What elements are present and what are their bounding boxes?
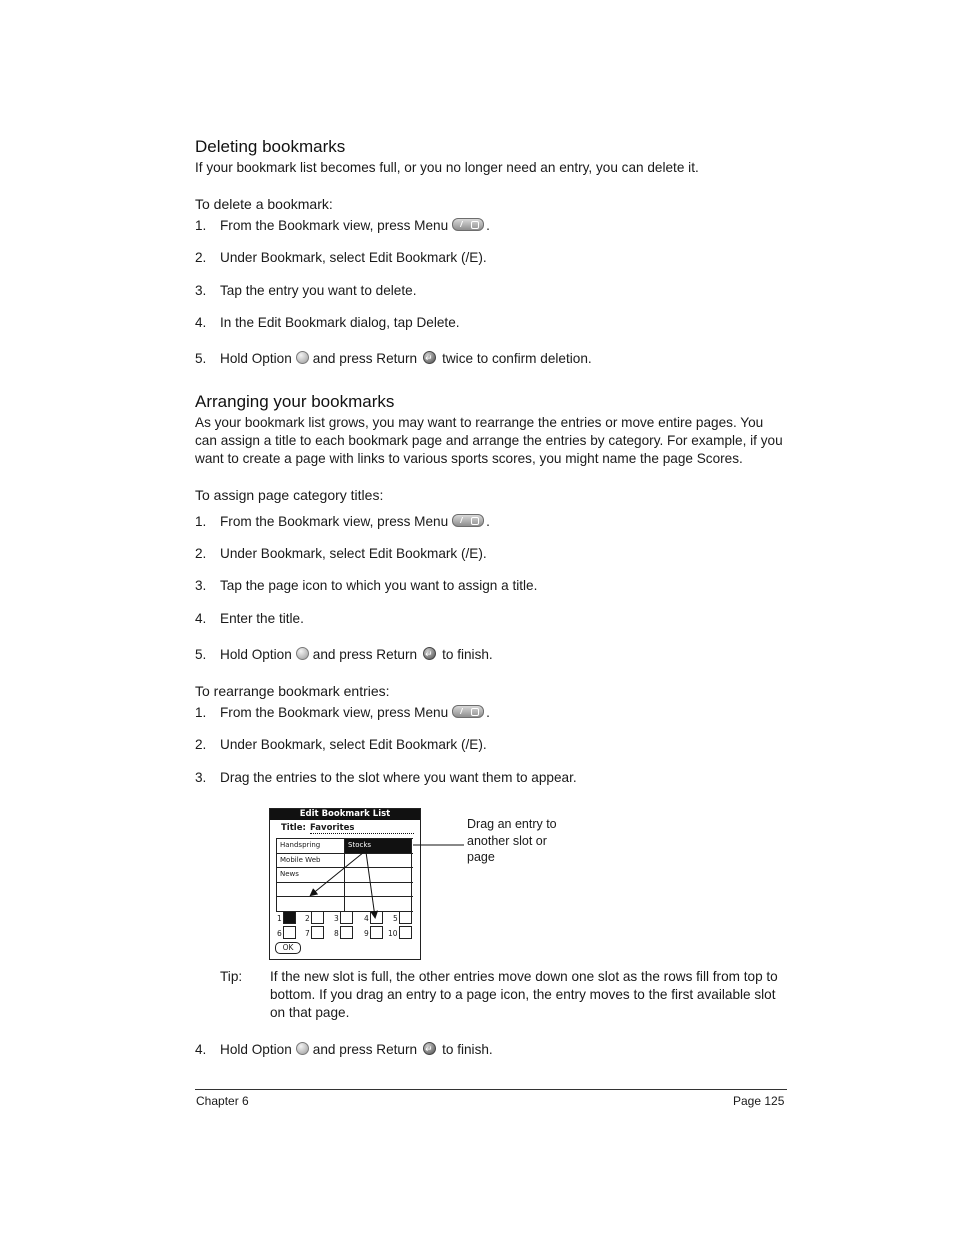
step-text-part: From the Bookmark view, press Menu	[220, 514, 449, 529]
step-number: 1.	[195, 218, 207, 233]
step-number: 3.	[195, 578, 207, 593]
page-number: 1	[277, 914, 282, 923]
step-text: Under Bookmark, select Edit Bookmark (/E).	[220, 546, 487, 561]
step-number: 2.	[195, 737, 207, 752]
step-text-part: Hold Option	[220, 647, 292, 662]
page-number: 8	[334, 929, 339, 938]
page-number: 6	[277, 929, 282, 938]
slot-cell: News	[276, 868, 344, 882]
footer-chapter: Chapter 6	[196, 1094, 249, 1108]
tip-text: If the new slot is full, the other entries move down one slot as the rows fill from top to bottom. If you drag an entry to a page icon, the entry moves to the first available slot on that page.	[270, 969, 778, 1020]
step-text-part: and press Return	[312, 1042, 418, 1057]
figure-callout: Drag an entry to another slot or page	[467, 817, 557, 864]
step-number: 2.	[195, 250, 207, 265]
page-number: 3	[334, 914, 339, 923]
step-number: 4.	[195, 1042, 207, 1057]
step-number: 4.	[195, 611, 207, 626]
step-text: Under Bookmark, select Edit Bookmark (/E).	[220, 250, 487, 265]
step-text	[220, 1041, 493, 1059]
step-text: Drag the entries to the slot where you want them to appear.	[220, 770, 577, 785]
ok-button: OK	[275, 942, 301, 954]
procedure-title-rearrange: To rearrange bookmark entries:	[195, 683, 390, 699]
step-text: Enter the title.	[220, 611, 304, 626]
section-heading-deleting: Deleting bookmarks	[195, 137, 346, 156]
page-number: 9	[364, 929, 369, 938]
title-field-value: Favorites	[310, 823, 414, 834]
step-number: 5.	[195, 351, 207, 366]
footer-rule	[195, 1089, 787, 1090]
step-number: 3.	[195, 283, 207, 298]
page-number: 2	[305, 914, 310, 923]
step-text: Tap the page icon to which you want to assign a title.	[220, 578, 538, 593]
step-number: 5.	[195, 647, 207, 662]
slot-cell: Mobile Web	[276, 854, 344, 868]
option-button-icon	[296, 1042, 309, 1055]
step-text-part: to finish.	[442, 647, 493, 662]
step-text-part: Hold Option	[220, 1042, 292, 1057]
step-number: 2.	[195, 546, 207, 561]
step-text-part: .	[486, 514, 490, 529]
step-text-part: twice to confirm deletion.	[442, 351, 592, 366]
step-number: 4.	[195, 315, 207, 330]
page-number: 7	[305, 929, 310, 938]
page-number: 5	[393, 914, 398, 923]
slot-cell: Handspring	[276, 839, 344, 853]
step-number: 1.	[195, 705, 207, 720]
tip-label: Tip:	[220, 969, 243, 984]
page-number: 10	[388, 929, 398, 938]
step-text-part: .	[486, 218, 490, 233]
slot-cell-selected: Stocks	[344, 839, 412, 853]
page-number: 4	[364, 914, 369, 923]
step-text-part: From the Bookmark view, press Menu	[220, 218, 449, 233]
step-text-part: to finish.	[442, 1042, 493, 1057]
step-text: Under Bookmark, select Edit Bookmark (/E).	[220, 737, 487, 752]
section-intro-arranging: As your bookmark list grows, you may want to rearrange the entries or move entire pages. You can assign a title to each bookmark page and arrange the entries by category. For example, if you want to create a page with links to various sports scores, you might name the page Scores.	[195, 415, 783, 466]
step-number: 3.	[195, 770, 207, 785]
return-button-icon	[423, 1042, 436, 1055]
procedure-title-assign: To assign page category titles:	[195, 487, 384, 503]
step-text: In the Edit Bookmark dialog, tap Delete.	[220, 315, 460, 330]
section-intro-deleting: If your bookmark list becomes full, or you no longer need an entry, you can delete it.	[195, 160, 699, 175]
drag-arrow-to-slot	[311, 852, 364, 895]
step-text-part: .	[486, 705, 490, 720]
step-text-part: and press Return	[312, 647, 418, 662]
step-text-part: and press Return	[312, 351, 418, 366]
procedure-title-delete: To delete a bookmark:	[195, 196, 333, 212]
section-heading-arranging: Arranging your bookmarks	[195, 392, 395, 411]
drag-arrow-to-page	[366, 852, 375, 917]
title-field-label: Title:	[281, 823, 306, 833]
footer-page-number: Page 125	[733, 1094, 785, 1108]
step-text-part: From the Bookmark view, press Menu	[220, 705, 449, 720]
screenshot-title-bar: Edit Bookmark List	[270, 809, 420, 820]
step-number: 1.	[195, 514, 207, 529]
step-text-part: Hold Option	[220, 351, 292, 366]
step-text: Tap the entry you want to delete.	[220, 283, 417, 298]
